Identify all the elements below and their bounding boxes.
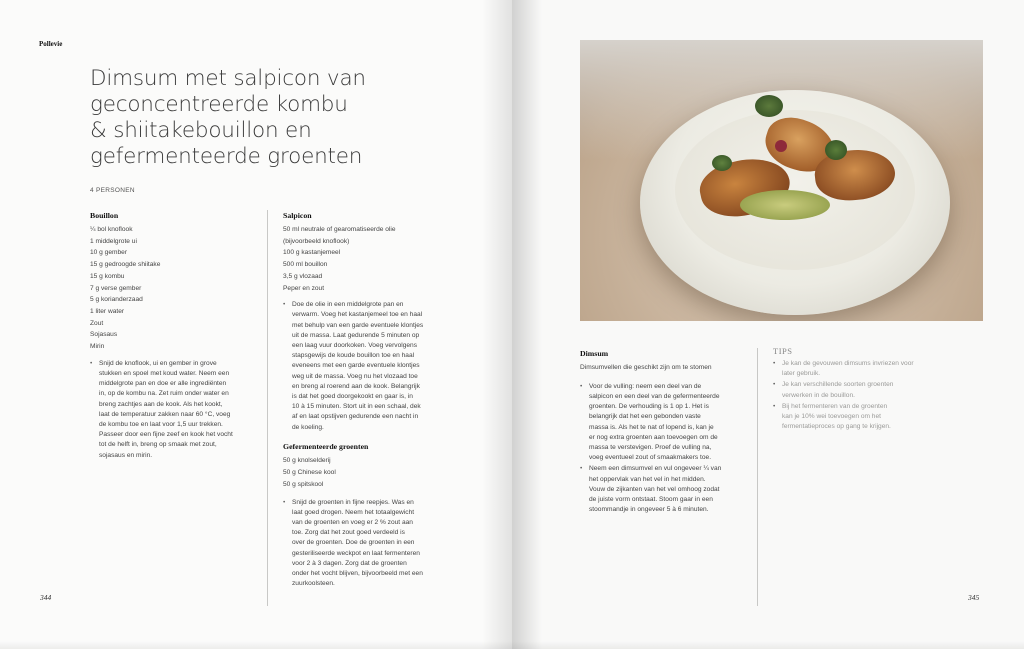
step-line: groenten. De verhouding is 1 op 1. Het is [589, 403, 709, 411]
servings-label: 4 PERSONEN [90, 187, 135, 194]
step-line: sojasaus en mirin. [99, 451, 153, 459]
step-line: • Snijd de groenten in fijne reepjes. Was en [292, 498, 414, 506]
step-line: Passeer door een fijne zeef en kook het vocht [99, 431, 233, 439]
step-line: een laag vuur doorkoken. Voeg vervolgens [292, 342, 418, 350]
ferment-section [283, 441, 448, 590]
ingredient: 50 g knolselderij [283, 457, 331, 464]
step-line: middelgrote pan en doe er alle ingrediënten [99, 380, 227, 388]
column-divider [267, 210, 268, 606]
step-line: stukken en spoel met koud water. Neem een [99, 369, 230, 377]
ingredient: 50 g spitskool [283, 481, 324, 489]
ingredient: Zout [90, 319, 104, 327]
step-line: zuurkoolsteen. [292, 580, 335, 588]
step-line: uit de massa. Laat gedurende 5 minuten op [292, 331, 420, 339]
herb-garnish-image [825, 140, 847, 160]
ingredient: 500 ml bouillon [283, 261, 328, 269]
step-line: toe. Zorg dat het zout goed verdeeld is [292, 529, 405, 537]
salpicon-steps [283, 300, 448, 433]
tip-item [773, 402, 948, 433]
bouillon-heading: Bouillon [90, 211, 119, 220]
title-line: gefermenteerde groenten [90, 144, 363, 169]
ingredient: 1 middelgrote ui [90, 237, 137, 245]
dimsum-intro: Dimsumvellen die geschikt zijn om te stomen [580, 364, 712, 371]
ingredient: 7 g verse gember [90, 284, 142, 292]
step-line: in, op de kombu na. Zet ruim onder water en [99, 390, 229, 398]
step-line: over de groenten. Doe de groenten in een [292, 539, 415, 547]
tip-line: • Je kan verschillende soorten groenten [782, 381, 894, 389]
tips-list [773, 359, 948, 432]
step-line: af en laat opstijven gedurende een nacht in [292, 413, 419, 421]
page-number-left: 344 [40, 593, 52, 602]
tip-line: fermentatieproces op gang te krijgen. [782, 423, 891, 431]
tips-heading: TIPS [773, 346, 793, 356]
ingredient: 1 liter water [90, 307, 125, 315]
step-line: verwarm. Voeg het kastanjemeel toe en haal [292, 311, 423, 319]
step-line: • Voor de vulling: neem een deel van de [589, 382, 702, 390]
step-line: voor 2 à 3 dagen. Zorg dat de groenten [292, 559, 407, 567]
tip-line: • Bij het fermenteren van de groenten [782, 402, 888, 410]
ingredient: 15 g kombu [90, 272, 125, 280]
dimsum-dish-photo [580, 40, 983, 321]
ferment-ingredients [283, 455, 448, 492]
tip-line: kan je 10% wei toevoegen om het [782, 413, 881, 421]
step-line: massa is. Als het te nat of lopend is, kan je [589, 423, 714, 431]
section-label: Pollevie [39, 40, 63, 48]
ferment-step [283, 498, 448, 590]
step-line: en breng al roerend aan de kook. Belangrijk [292, 382, 420, 390]
tips-section [773, 346, 948, 433]
step-line: van de groenten en voeg er 2 % zout aan [292, 519, 413, 527]
ingredient: 15 g gedroogde shiitake [90, 261, 161, 269]
step-line: onder het vocht blijven, bijvoorbeeld met een [292, 570, 423, 578]
gutter-shadow [482, 0, 512, 649]
ingredient: 5 g korianderzaad [90, 296, 143, 304]
dimsum-steps [580, 382, 748, 516]
dimsum-step [580, 382, 748, 464]
step-line: laat de temperatuur zakken naar 60 °C, voeg [99, 410, 231, 418]
step-line: • Doe de olie in een middelgrote pan en [292, 301, 404, 309]
salpicon-heading: Salpicon [283, 211, 312, 220]
step-line: het oppervlak van het vel in het midden. [589, 475, 706, 483]
step-line: eveneens met een garde eventuele klontjes [292, 362, 420, 370]
tip-line: • Je kan de gevouwen dimsums invriezen voor [782, 360, 914, 367]
ferment-steps [283, 498, 448, 590]
page-number-right: 345 [968, 593, 980, 602]
dimsum-section [580, 348, 748, 516]
step-line: voeg eventueel zout of smaakmakers toe. [589, 454, 712, 462]
title-line: Dimsum met salpicon van [90, 66, 366, 91]
step-line: is dat het goed doorgekookt en gaar is, in [292, 393, 413, 401]
step-line: • Neem een dimsumvel en vul ongeveer ¼ van [589, 465, 722, 473]
page-edge-shadow [0, 641, 512, 649]
beet-garnish-image [775, 140, 787, 152]
tip-item [773, 380, 948, 400]
step-line: gesteriliseerde weckpot en laat fermenteren [292, 549, 420, 557]
ingredient: 3,5 g vlozaad [283, 272, 323, 280]
title-line: & shiitakebouillon en [90, 118, 312, 143]
step-line: de juiste vorm ontstaat. Stoom gaar in een [589, 495, 713, 503]
ingredient: Mirin [90, 343, 105, 351]
step-line: breng zachtjes aan de kook. Als het kookt, [99, 400, 223, 408]
step-line: Vouw de zijkanten van het vel omhoog zodat [589, 485, 720, 493]
ingredient: 50 g Chinese kool [283, 469, 336, 477]
step-line: stapsgewijs de koude bouillon toe en haal [292, 352, 415, 360]
step-line: laat goed drogen. Neem het totaalgewicht [292, 508, 415, 516]
step-line: 10 à 15 minuten. Stort uit in een schaal, dek [292, 403, 421, 411]
ingredient: Peper en zout [283, 284, 325, 292]
ferment-heading: Gefermenteerde groenten [283, 442, 369, 451]
salpicon-section [283, 210, 448, 434]
bouillon-step [90, 359, 265, 461]
tip-line: verwerken in de bouillon. [782, 391, 855, 399]
ingredient: 100 g kastanjemeel [283, 249, 341, 257]
step-line: massa te verstevigen. Proef de vulling na, [589, 443, 712, 451]
tip-line: later gebruik. [782, 370, 821, 378]
step-line: stoommandje in ongeveer 5 à 6 minuten. [589, 506, 709, 514]
ingredient: 10 g gember [90, 249, 128, 257]
step-line: met behulp van een garde eventuele klontjes [292, 321, 424, 329]
step-line: de kombu toe en laat voor 1,5 uur trekken. [99, 420, 223, 428]
bouillon-ingredients [90, 224, 265, 353]
step-line: • Snijd de knoflook, ui en gember in grove [99, 359, 217, 367]
greens-image [740, 190, 830, 220]
step-line: de koeling. [292, 423, 324, 431]
ingredient: 50 ml neutrale of gearomatiseerde olie [283, 226, 396, 233]
dimsum-heading: Dimsum [580, 349, 609, 358]
gutter-shadow [512, 0, 542, 649]
herb-garnish-image [755, 95, 783, 117]
salpicon-ingredients [283, 224, 448, 294]
page-edge-shadow [512, 641, 1024, 649]
step-line: tot de helft in, breng op smaak met zout, [99, 441, 217, 449]
step-line: weg uit de massa. Voeg nu het vlozaad toe [292, 372, 418, 380]
step-line: salpicon en een deel van de gefermenteerde [589, 392, 720, 400]
salpicon-step [283, 300, 448, 433]
ingredient: Sojasaus [90, 331, 118, 339]
recipe-title [90, 66, 390, 170]
ingredient: ¼ bol knoflook [90, 226, 133, 233]
dimsum-step [580, 464, 748, 515]
ingredient: (bijvoorbeeld knoflook) [283, 237, 350, 245]
column-divider [757, 348, 758, 606]
step-line: er nog extra groenten aan toevoegen om de [589, 433, 718, 441]
step-line: belangrijk dat het een gebonden vaste [589, 413, 701, 421]
herb-garnish-image [712, 155, 732, 171]
title-line: geconcentreerde kombu [90, 92, 348, 117]
bouillon-section [90, 210, 265, 462]
bouillon-steps [90, 359, 265, 461]
tip-item [773, 359, 948, 379]
